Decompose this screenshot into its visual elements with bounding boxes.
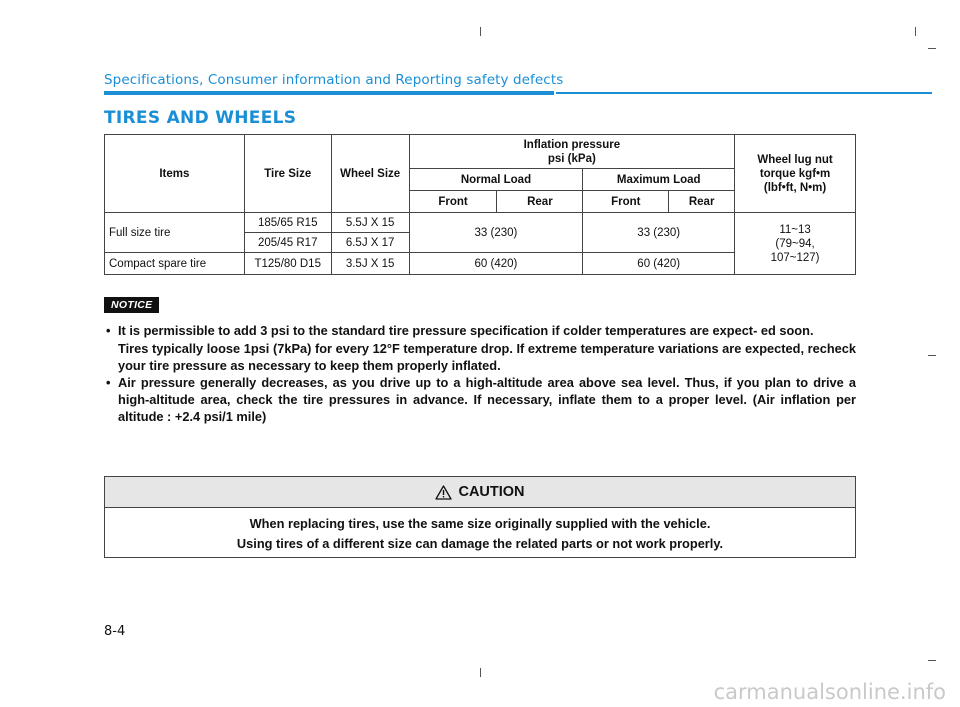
caution-line-2: Using tires of a different size can damage the related parts or not work properly.: [236, 536, 724, 551]
caution-title: CAUTION: [458, 484, 525, 500]
crop-mark: [480, 668, 481, 677]
header-normal-load: Normal Load: [409, 169, 583, 191]
header-maximum-load: Maximum Load: [583, 169, 735, 191]
crop-mark: [480, 27, 481, 36]
cell-compact-spare-item: Compact spare tire: [105, 253, 245, 275]
header-rear-maximum: Rear: [669, 191, 735, 213]
caution-body: [105, 508, 855, 554]
notice-item-2: Air pressure generally decreases, as you drive up to a high-altitude area above sea level. Thus, if you plan to drive a high-altitude area, check the tire pressures in advance. If necessary, inflate them to a proper level. (Air inflation per altitude : +2.4 psi/1 mile): [118, 375, 856, 424]
cell-tire-size: T125/80 D15: [244, 253, 331, 275]
bullet: •: [106, 323, 111, 338]
cell-maximum-load: 60 (420): [583, 253, 735, 275]
cell-tire-size: 185/65 R15: [244, 213, 331, 233]
header-rear-normal: Rear: [497, 191, 583, 213]
torque-line3: 107~127): [770, 251, 820, 264]
crop-mark: [928, 355, 936, 356]
header-inflation-line2: psi (kPa): [547, 152, 596, 165]
tire-spec-table: [104, 134, 856, 275]
cell-wheel-size: 3.5J X 15: [331, 253, 409, 275]
cell-lug-torque: [735, 213, 856, 275]
header-inflation-line1: Inflation pressure: [523, 138, 621, 151]
cell-normal-load: 60 (420): [409, 253, 583, 275]
notice-badge: NOTICE: [104, 297, 159, 313]
cell-wheel-size: 6.5J X 17: [331, 233, 409, 253]
cell-tire-size: 205/45 R17: [244, 233, 331, 253]
caution-header: [105, 477, 855, 508]
table-header-row: [105, 135, 856, 169]
cell-normal-load: 33 (230): [409, 213, 583, 253]
header-items: Items: [105, 135, 245, 213]
page-title: TIRES AND WHEELS: [104, 108, 297, 128]
bullet: •: [106, 375, 111, 390]
torque-line2: (79~94,: [775, 237, 815, 250]
header-lug-line1: Wheel lug nut: [757, 153, 833, 166]
caution-line-1: When replacing tires, use the same size originally supplied with the vehicle.: [249, 516, 711, 531]
notice-list: [104, 322, 856, 425]
header-lug-line3: (lbf•ft, N•m): [763, 181, 827, 194]
warning-triangle-icon: [435, 485, 452, 500]
caution-box: [104, 476, 856, 558]
header-inflation-pressure: [409, 135, 735, 169]
notice-item-1: It is permissible to add 3 psi to the standard tire pressure specification if colder temperatures are expect- ed soon.: [118, 323, 814, 338]
list-item: [104, 322, 856, 374]
notice-item-1-continued: Tires typically loose 1psi (7kPa) for every 12°F temperature drop. If extreme temperature variations are expected, recheck your tire pressure as necessary to keep them properly inflated.: [118, 341, 856, 373]
crop-mark: [915, 27, 916, 36]
section-header: Specifications, Consumer information and Reporting safety defects: [104, 72, 564, 88]
cell-maximum-load: 33 (230): [583, 213, 735, 253]
header-wheel-lug-torque: [735, 135, 856, 213]
header-front-maximum: Front: [583, 191, 669, 213]
torque-line1: 11~13: [779, 223, 811, 236]
list-item: [104, 374, 856, 425]
crop-mark: [928, 660, 936, 661]
header-lug-line2: torque kgf•m: [759, 167, 831, 180]
header-rule-thin: [556, 92, 932, 94]
header-wheel-size: Wheel Size: [331, 135, 409, 213]
cell-wheel-size: 5.5J X 15: [331, 213, 409, 233]
header-front-normal: Front: [409, 191, 497, 213]
header-tire-size: Tire Size: [244, 135, 331, 213]
table-row: [105, 213, 856, 233]
watermark-text: carmanualsonline.info: [713, 680, 946, 704]
crop-mark: [928, 48, 936, 49]
header-rule-thick: [104, 91, 554, 95]
cell-full-size-item: Full size tire: [105, 213, 245, 253]
page-number: 8-4: [104, 624, 126, 639]
